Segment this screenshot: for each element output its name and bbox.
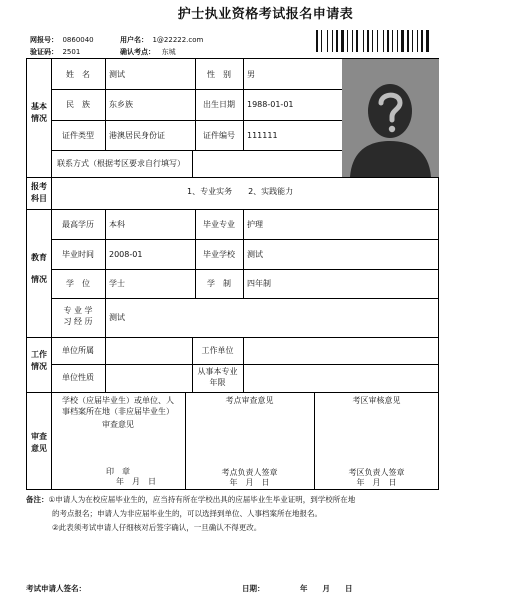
area-review-date: 年 月 日	[356, 478, 397, 487]
barcode-bar	[417, 30, 418, 52]
application-form-table	[26, 58, 439, 490]
section-work: 工作情况	[31, 350, 47, 371]
barcode-bar	[341, 30, 344, 52]
section-review: 审查意见	[31, 432, 47, 453]
name-value: 测试	[109, 70, 125, 79]
unit-label: 单位所属	[62, 346, 94, 355]
major-label: 毕业专业	[203, 220, 235, 229]
signature-date-fields: 年 月 日	[300, 584, 353, 593]
barcode-bar	[365, 30, 366, 52]
xuewei-label: 学 位	[66, 279, 90, 288]
barcode-bar	[367, 30, 369, 52]
barcode-bar	[419, 30, 420, 52]
barcode-bar	[356, 30, 358, 52]
school-review-date: 年 月 日	[116, 477, 156, 486]
barcode-bar	[426, 30, 429, 52]
barcode-bar	[372, 30, 373, 52]
barcode-bar	[349, 30, 351, 52]
barcode-bar	[359, 30, 362, 52]
silhouette-question-icon	[342, 59, 439, 177]
barcode-bar	[387, 30, 389, 52]
unit-nature-label: 单位性质	[62, 373, 94, 382]
barcode-bar	[321, 30, 322, 52]
barcode-bar	[370, 30, 371, 52]
barcode-bar	[334, 30, 335, 52]
applicant-signature-label: 考试申请人签名：	[26, 584, 86, 593]
dob-value: 1988-01-01	[247, 100, 294, 109]
barcode-bar	[385, 30, 386, 52]
barcode-bar	[316, 30, 318, 52]
idno-value: 111111	[247, 131, 278, 140]
xuezhi-value: 四年制	[247, 279, 271, 288]
name-label: 姓 名	[66, 70, 90, 79]
barcode-bar	[394, 30, 396, 52]
section-basic: 基本情况	[31, 102, 47, 123]
study-label: 专 业 学 习 经 历	[63, 306, 93, 326]
xuewei-value: 学士	[109, 279, 125, 288]
barcode-bar	[410, 30, 411, 52]
area-signature-label: 考区负责人签章	[348, 468, 405, 477]
barcode-bar	[390, 30, 391, 52]
barcode-bar	[377, 30, 378, 52]
section-subjects: 报考科目	[31, 182, 47, 203]
barcode-bar	[392, 30, 393, 52]
barcode-bar	[383, 30, 384, 52]
barcode-bar	[412, 30, 413, 52]
study-value: 测试	[109, 313, 125, 322]
barcode-bar	[424, 30, 425, 52]
barcode-bar	[323, 30, 326, 52]
grad-time-value: 2008-01	[109, 250, 143, 259]
barcode-bar	[363, 30, 364, 52]
idtype-label: 证件类型	[62, 131, 94, 140]
barcode-bar	[399, 30, 400, 52]
notes: 备注：①申请人为在校应届毕业生的，应当持有所在学校出具的应届毕业生毕业证明，到学校所在地 的考点报名；申请人为非应届毕业生的，可以选择到单位、人事档案所在地报名。 ②此表须考试申请人仔细核对后签字确认，一旦确认不得更改。	[26, 495, 356, 532]
site-signature-label: 考点负责人签章	[221, 468, 278, 477]
dob-label: 出生日期	[203, 100, 235, 109]
idtype-value: 港澳居民身份证	[109, 131, 165, 140]
barcode-bar	[401, 30, 404, 52]
barcode	[316, 30, 440, 52]
barcode-bar	[379, 30, 382, 52]
seal-label: 印 章	[106, 467, 130, 476]
unit-name-label: 工作单位	[201, 346, 234, 355]
gender-value: 男	[247, 70, 255, 79]
barcode-bar	[405, 30, 406, 52]
site-review-date: 年 月 日	[229, 478, 270, 487]
barcode-bar	[407, 30, 409, 52]
username: 用户名： 1@22222.com	[120, 36, 204, 44]
grad-time-label: 毕业时间	[62, 250, 94, 259]
online-no: 网报号： 0860040	[30, 36, 94, 44]
barcode-bar	[345, 30, 346, 52]
barcode-bar	[347, 30, 348, 52]
school-value: 测试	[247, 250, 263, 259]
degree-value: 本科	[109, 220, 125, 229]
school-review-heading: 学校（应届毕业生）或单位、人 事档案所在地（非应届毕业生） 审查意见	[62, 396, 174, 429]
exam-site: 确认考点： 东城	[120, 48, 176, 56]
contact-label: 联系方式（根据考区要求自行填写）	[57, 159, 185, 168]
idno-label: 证件编号	[203, 131, 235, 140]
subjects-value: 1、专业实务 2、实践能力	[187, 187, 294, 196]
verify-code: 验证码： 2501	[30, 48, 81, 56]
barcode-bar	[421, 30, 423, 52]
area-review-heading: 考区审核意见	[352, 396, 401, 405]
years-label: 从事本专业 年限	[197, 367, 238, 387]
photo-placeholder	[342, 59, 439, 177]
barcode-bar	[329, 30, 331, 52]
gender-label: 性 别	[207, 70, 231, 79]
barcode-bar	[397, 30, 398, 52]
barcode-bar	[374, 30, 376, 52]
barcode-bar	[319, 30, 320, 52]
barcode-bar	[332, 30, 333, 52]
signature-date-label: 日期：	[242, 584, 265, 593]
section-education: 教育情况	[31, 253, 47, 284]
barcode-bar	[352, 30, 353, 52]
barcode-bar	[336, 30, 338, 52]
ethnicity-value: 东乡族	[109, 100, 133, 109]
form-title: 护士执业资格考试报名申请表	[177, 7, 354, 22]
site-review-heading: 考点审查意见	[225, 396, 274, 405]
school-label: 毕业学校	[203, 250, 235, 259]
barcode-bar	[327, 30, 328, 52]
barcode-bar	[414, 30, 416, 52]
xuezhi-label: 学 制	[207, 279, 231, 288]
barcode-bar	[430, 30, 431, 52]
barcode-bar	[339, 30, 340, 52]
barcode-bar	[354, 30, 355, 52]
major-value: 护理	[247, 220, 263, 229]
degree-label: 最高学历	[62, 220, 94, 229]
ethnicity-label: 民 族	[66, 100, 90, 109]
